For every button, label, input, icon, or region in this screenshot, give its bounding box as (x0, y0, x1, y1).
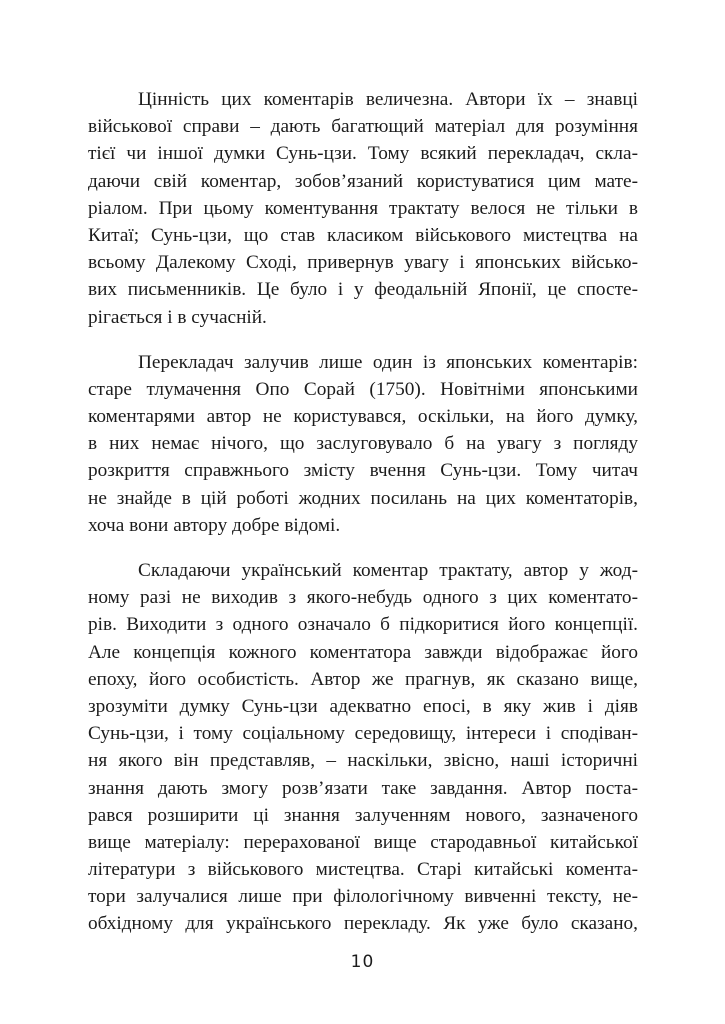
text-line: коментарями автор не користувався, оскільки, на його думку, (88, 406, 638, 428)
page-body (88, 86, 638, 956)
text-line: ня якого він представляв, – наскільки, звісно, наші історичні (88, 750, 638, 772)
text-line: ріалом. При цьому коментування трактату велося не тільки в (88, 197, 638, 219)
text-line: хоча вони автору добре відомі. (88, 514, 341, 536)
text-line: Перекладач залучив лише один із японських коментарів: (138, 351, 638, 373)
text-line: вище матеріалу: перерахованої вище стародавньої китайської (88, 831, 638, 853)
text-line: зрозуміти думку Сунь-цзи адекватно епосі, в яку жив і діяв (88, 695, 638, 717)
paragraph-1 (88, 86, 638, 331)
text-line: не знайде в цій роботі жодних посилань на цих коментаторів, (88, 487, 638, 509)
text-line: знання дають змогу розв’язати таке завдання. Автор поста- (88, 777, 638, 799)
paragraph-2 (88, 349, 638, 539)
text-line: Але концепція кожного коментатора завжди відображає його (88, 641, 638, 663)
text-line: тори залучалися лише при філологічному вивченні тексту, не- (88, 886, 638, 908)
text-line: в них немає нічого, що заслуговувало б на увагу з погляду (88, 433, 638, 455)
text-line: рів. Виходити з одного означало б підкоритися його концепції. (88, 614, 638, 636)
text-line: Сунь-цзи, і тому соціальному середовищу, інтереси і сподіван- (88, 723, 638, 745)
paragraph-3 (88, 557, 638, 938)
text-line: розкриття справжнього змісту вчення Сунь-цзи. Тому читач (88, 460, 638, 482)
text-line: вих письменників. Це було і у феодальній Японії, це спосте- (88, 279, 638, 301)
text-line: старе тлумачення Опо Сорай (1750). Новітніми японськими (88, 378, 638, 400)
text-line: даючи свій коментар, зобов’язаний користуватися цим мате- (88, 170, 638, 192)
text-line: Китаї; Сунь-цзи, що став класиком військового мистецтва на (88, 224, 638, 246)
text-line: рігається і в сучасній. (88, 306, 267, 328)
text-line: епоху, його особистість. Автор же прагнув, як сказано вище, (88, 668, 638, 690)
text-line: літератури з військового мистецтва. Старі китайські комента- (88, 859, 638, 881)
page-number: 10 (350, 952, 375, 972)
text-line: Цінність цих коментарів величезна. Автори їх – знавці (138, 89, 638, 110)
text-line: військової справи – дають багатющий матеріал для розуміння (88, 116, 638, 138)
text-line: рався розширити ці знання залученням нового, зазначеного (88, 804, 638, 826)
text-line: обхідному для українського перекладу. Як уже було сказано, (88, 913, 638, 935)
text-line: всьому Далекому Сході, привернув увагу і японських військо- (88, 252, 638, 274)
text-line: ному разі не виходив з якого-небудь одного з цих коментато- (88, 587, 638, 609)
text-line: тієї чи іншої думки Сунь-цзи. Тому всякий перекладач, скла- (88, 143, 638, 165)
text-line: Складаючи український коментар трактату, автор у жод- (138, 560, 638, 581)
